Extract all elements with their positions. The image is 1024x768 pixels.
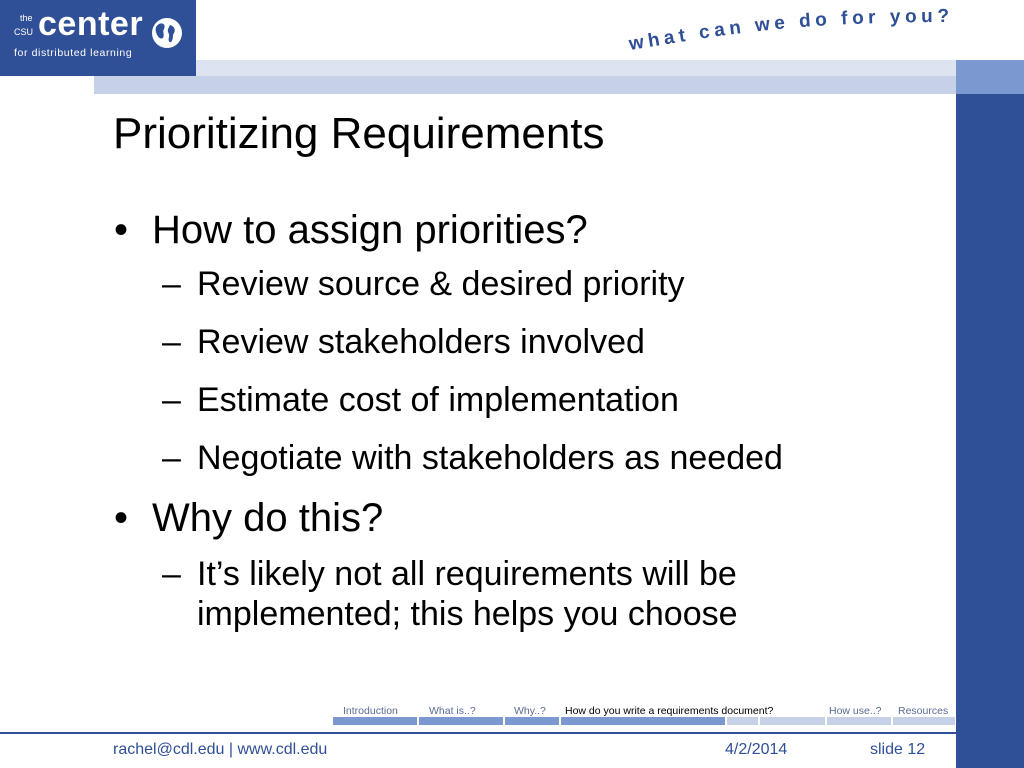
sub-bullet-text: Review source & desired priority (197, 265, 685, 303)
nav-link-how-write[interactable]: How do you write a requirements document? (565, 705, 774, 717)
header-band (94, 76, 956, 94)
sub-bullet-item (112, 322, 942, 362)
nav-separator (417, 717, 419, 725)
tagline (628, 0, 958, 60)
bullet-text: How to assign priorities? (152, 208, 588, 252)
sub-bullet-dash: – (162, 439, 181, 477)
sub-bullet-dash: – (162, 265, 181, 303)
bullet-text: Why do this? (152, 496, 384, 540)
side-bar-accent (956, 60, 1024, 94)
sub-bullet-item (112, 380, 942, 420)
nav-progress-active (333, 717, 725, 725)
bullet-item (112, 206, 942, 254)
sub-bullet-item (112, 554, 857, 634)
footer-date: 4/2/2014 (725, 741, 788, 758)
sub-bullet-dash: – (162, 555, 181, 593)
nav-progress-bar (333, 717, 955, 725)
sub-bullet-dash: – (162, 381, 181, 419)
nav-separator (503, 717, 505, 725)
nav-separator (825, 717, 827, 725)
nav-separator (559, 717, 561, 725)
nav-link-introduction[interactable]: Introduction (343, 705, 398, 717)
logo-subtitle: for distributed learning (14, 47, 133, 59)
nav-link-why[interactable]: Why..? (514, 705, 546, 717)
sub-bullet-text: Review stakeholders involved (197, 323, 645, 361)
logo-center-text: center (38, 5, 144, 43)
footer-divider (0, 732, 956, 734)
sub-bullet-dash: – (162, 323, 181, 361)
header-band-light (196, 60, 956, 76)
footer-contact: rachel@cdl.edu | www.cdl.edu (113, 741, 328, 758)
sub-bullet-text: Negotiate with stakeholders as needed (197, 439, 783, 477)
side-bar (956, 94, 1024, 768)
slide-title: Prioritizing Requirements (113, 109, 605, 158)
sub-bullet-text: It’s likely not all requirements will be implemented; this helps you choose (197, 555, 738, 633)
csu-center-logo (0, 0, 196, 76)
sub-bullet-item (112, 438, 942, 478)
nav-separator (891, 717, 893, 725)
nav-link-resources[interactable]: Resources (898, 705, 949, 717)
logo-the-text: the (20, 13, 33, 23)
bullet-dot: • (114, 208, 129, 252)
nav-link-how-use[interactable]: How use..? (829, 705, 882, 717)
sub-bullet-item (112, 264, 942, 304)
bullet-dot: • (114, 496, 129, 540)
bullet-item (112, 494, 942, 542)
slide-content (112, 206, 942, 634)
nav-link-what-is[interactable]: What is..? (429, 705, 476, 717)
sub-bullet-text: Estimate cost of implementation (197, 381, 679, 419)
svg-text:what can we do for you?: what can we do for you? (628, 5, 954, 55)
footer-slide-number: slide 12 (870, 741, 926, 758)
nav-separator (758, 717, 760, 725)
globe-icon (150, 16, 184, 50)
logo-csu-text: CSU (14, 27, 34, 37)
nav-separator (725, 717, 727, 725)
